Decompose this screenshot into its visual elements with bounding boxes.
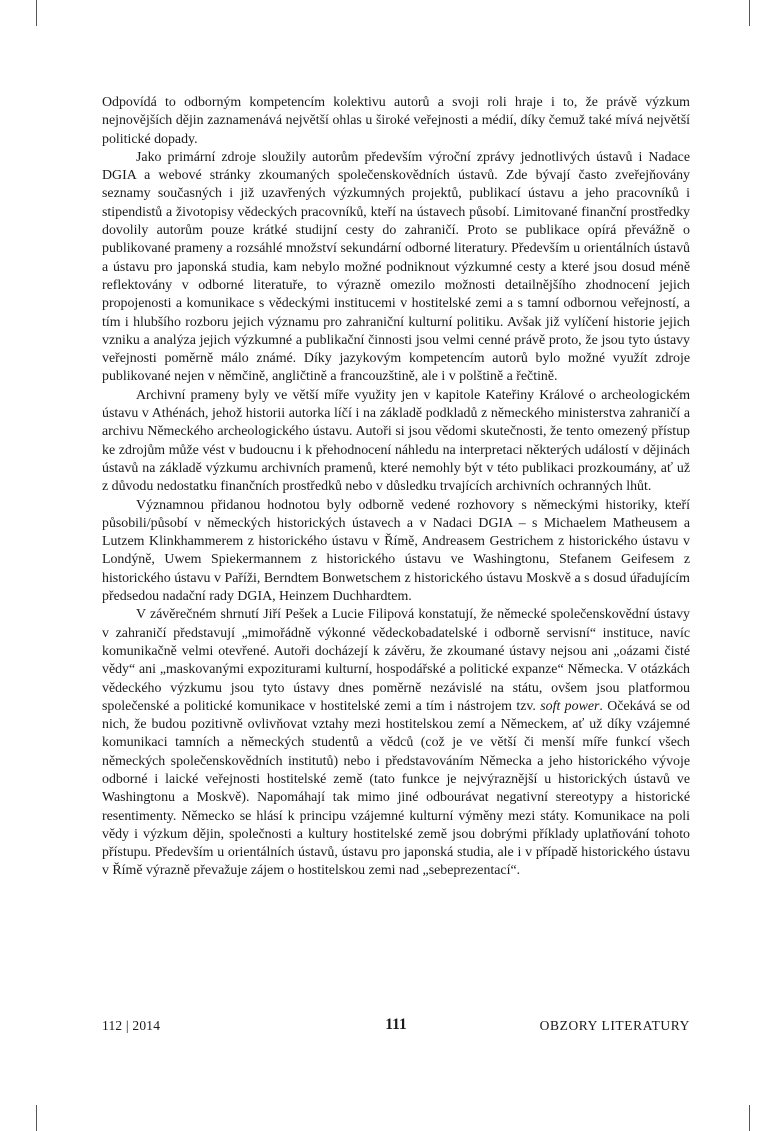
crop-mark-top-left (36, 0, 37, 26)
crop-mark-bottom-right (749, 1105, 750, 1131)
page-footer (102, 1014, 690, 1038)
journal-title: OBZORY LITERATURY (539, 1018, 690, 1033)
paragraph-2: Jako primární zdroje sloužily autorům především výroční zprávy jednotlivých ústavů i Nadace DGIA a webové stránky zkoumaných společenskovědních ústavů. Zde bývají často zveřejňovány seznamy současných i již uzavřených výzkumných projektů, publikací ústavu a jeho pracovníků i stipendistů a životopisy vědeckých pracovníků, kteří na ústavech působí. Limitované finanční prostředky dovolily autorům pouze krátké studijní cesty do zahraničí. Proto se publikace opírá převážně o publikované prameny a rozsáhlé množství sekundární odborné literatury. Především u orientálních ústavů a ústavu pro japonská studia, kam nebylo možné podniknout výzkumné cesty a které jsou dosud méně reflektovány v odborné literatuře, to výrazně omezilo možnosti detailnějšího zhodnocení jejich propojenosti a komunikace s vědeckými institucemi v hostitelské zemi a s tamní odbornou veřejností, a tím i hlubšího rozboru jejich významu pro zahraniční kulturní politiku. Avšak již vylíčení historie jejich vzniku a analýza jejich výzkumné a publikační činnosti jsou velmi cenné právě proto, že jsou tyto ústavy veřejnosti poměrně málo známé. Díky jazykovým kompetencím autorů bylo možné využít zdroje publikované nejen v němčině, angličtině a francouzštině, ale i v polštině a řečtině. (102, 149, 690, 385)
paragraph-4: Významnou přidanou hodnotou byly odborně vedené rozhovory s německými historiky, kteří působili/působí v německých historických ústavech a v Nadaci DGIA – s Michaelem Matheusem a Lutzem Klinkhammerem z historického ústavu v Římě, Andreasem Gestrichem z historického ústavu v Londýně, Uwem Spiekermannem z historického ústavu ve Washingtonu, Stefanem Geifesem z historického ústavu v Paříži, Berndtem Bonwetschem z historického ústavu Moskvě a s dosud úřadujícím předsedou nadační rady DGIA, Heinzem Duchhardtem. (102, 497, 690, 605)
paragraph-5: V závěrečném shrnutí Jiří Pešek a Lucie Filipová konstatují, že německé společenskovědní ústavy v zahraničí představují „mimořádně výkonné vědeckobadatelské i odborně servisní“ instituce, navíc komunikačně velmi otevřené. Autoři docházejí k závěru, že zkoumané ústavy nejsou ani „oázami čisté vědy“ ani „maskovanými expoziturami kulturní, hospodářské a politické expanze“ Německa. V otázkách vědeckého výzkumu jsou tyto ústavy dnes poměrně nezávislé na státu, ovšem jsou platformou společenské a politické komunikace v hostitelské zemi a tím i nástrojem tzv. soft power. Očekává se od nich, že budou pozitivně ovlivňovat vztahy mezi hostitelskou zemí a Německem, ať už díky vzájemné komunikaci tamních a německých studentů a vědců (což je ve větší či menší míře funkcí všech německých společenskovědních institutů) nebo i představováním Německa a jeho historického vývoje odborné i laické veřejnosti hostitelské země (tato funkce je nejvýraznější u historických ústavů ve Washingtonu a Moskvě). Napomáhají tak mimo jiné odbourávat negativní stereotypy a historické resentimenty. Německo se hlásí k principu vzájemné kulturní výměny mezi státy. Komunikace na poli vědy i výzkum dějin, společnosti a kultury hostitelské země jsou dobrými příklady uplatňování tohoto přístupu. Především u orientálních ústavů, ústavu pro japonská studia, ale i v případě historického ústavu v Římě výrazně převažuje zájem o hostitelskou zemi nad „sebeprezentací“. (102, 607, 690, 879)
issue-label: 112 | 2014 (102, 1018, 161, 1033)
paragraph-1: Odpovídá to odborným kompetencím kolektivu autorů a svoji roli hraje i to, že právě výzkum nejnovějších dějin zaznamenává největší ohlas u široké veřejnosti a médií, díky čemuž také mívá největší politické dopady. (102, 95, 690, 147)
page-number: 111 (385, 1016, 407, 1033)
paragraph-3: Archivní prameny byly ve větší míře využity jen v kapitole Kateřiny Králové o archeologickém ústavu v Athénách, jehož historii autorka líčí i na základě podkladů z německého ministerstva zahraničí a archivu Německého archeologického ústavu. Autoři si jsou vědomi skutečnosti, že tento omezený přístup ke zdrojům může vést v budoucnu i k přehodnocení náhledu na interpretaci některých událostí v dějinách ústavů na základě výzkumu archivních pramenů, které nemohly být v této publikaci prozkoumány, ať už z důvodu nedostatku finančních prostředků nebo v důsledku trvajících archivních ochranných lhůt. (102, 387, 690, 495)
crop-mark-top-right (749, 0, 750, 26)
crop-mark-bottom-left (36, 1105, 37, 1131)
soft-power-term: soft power (540, 698, 600, 714)
body-text (102, 94, 690, 881)
